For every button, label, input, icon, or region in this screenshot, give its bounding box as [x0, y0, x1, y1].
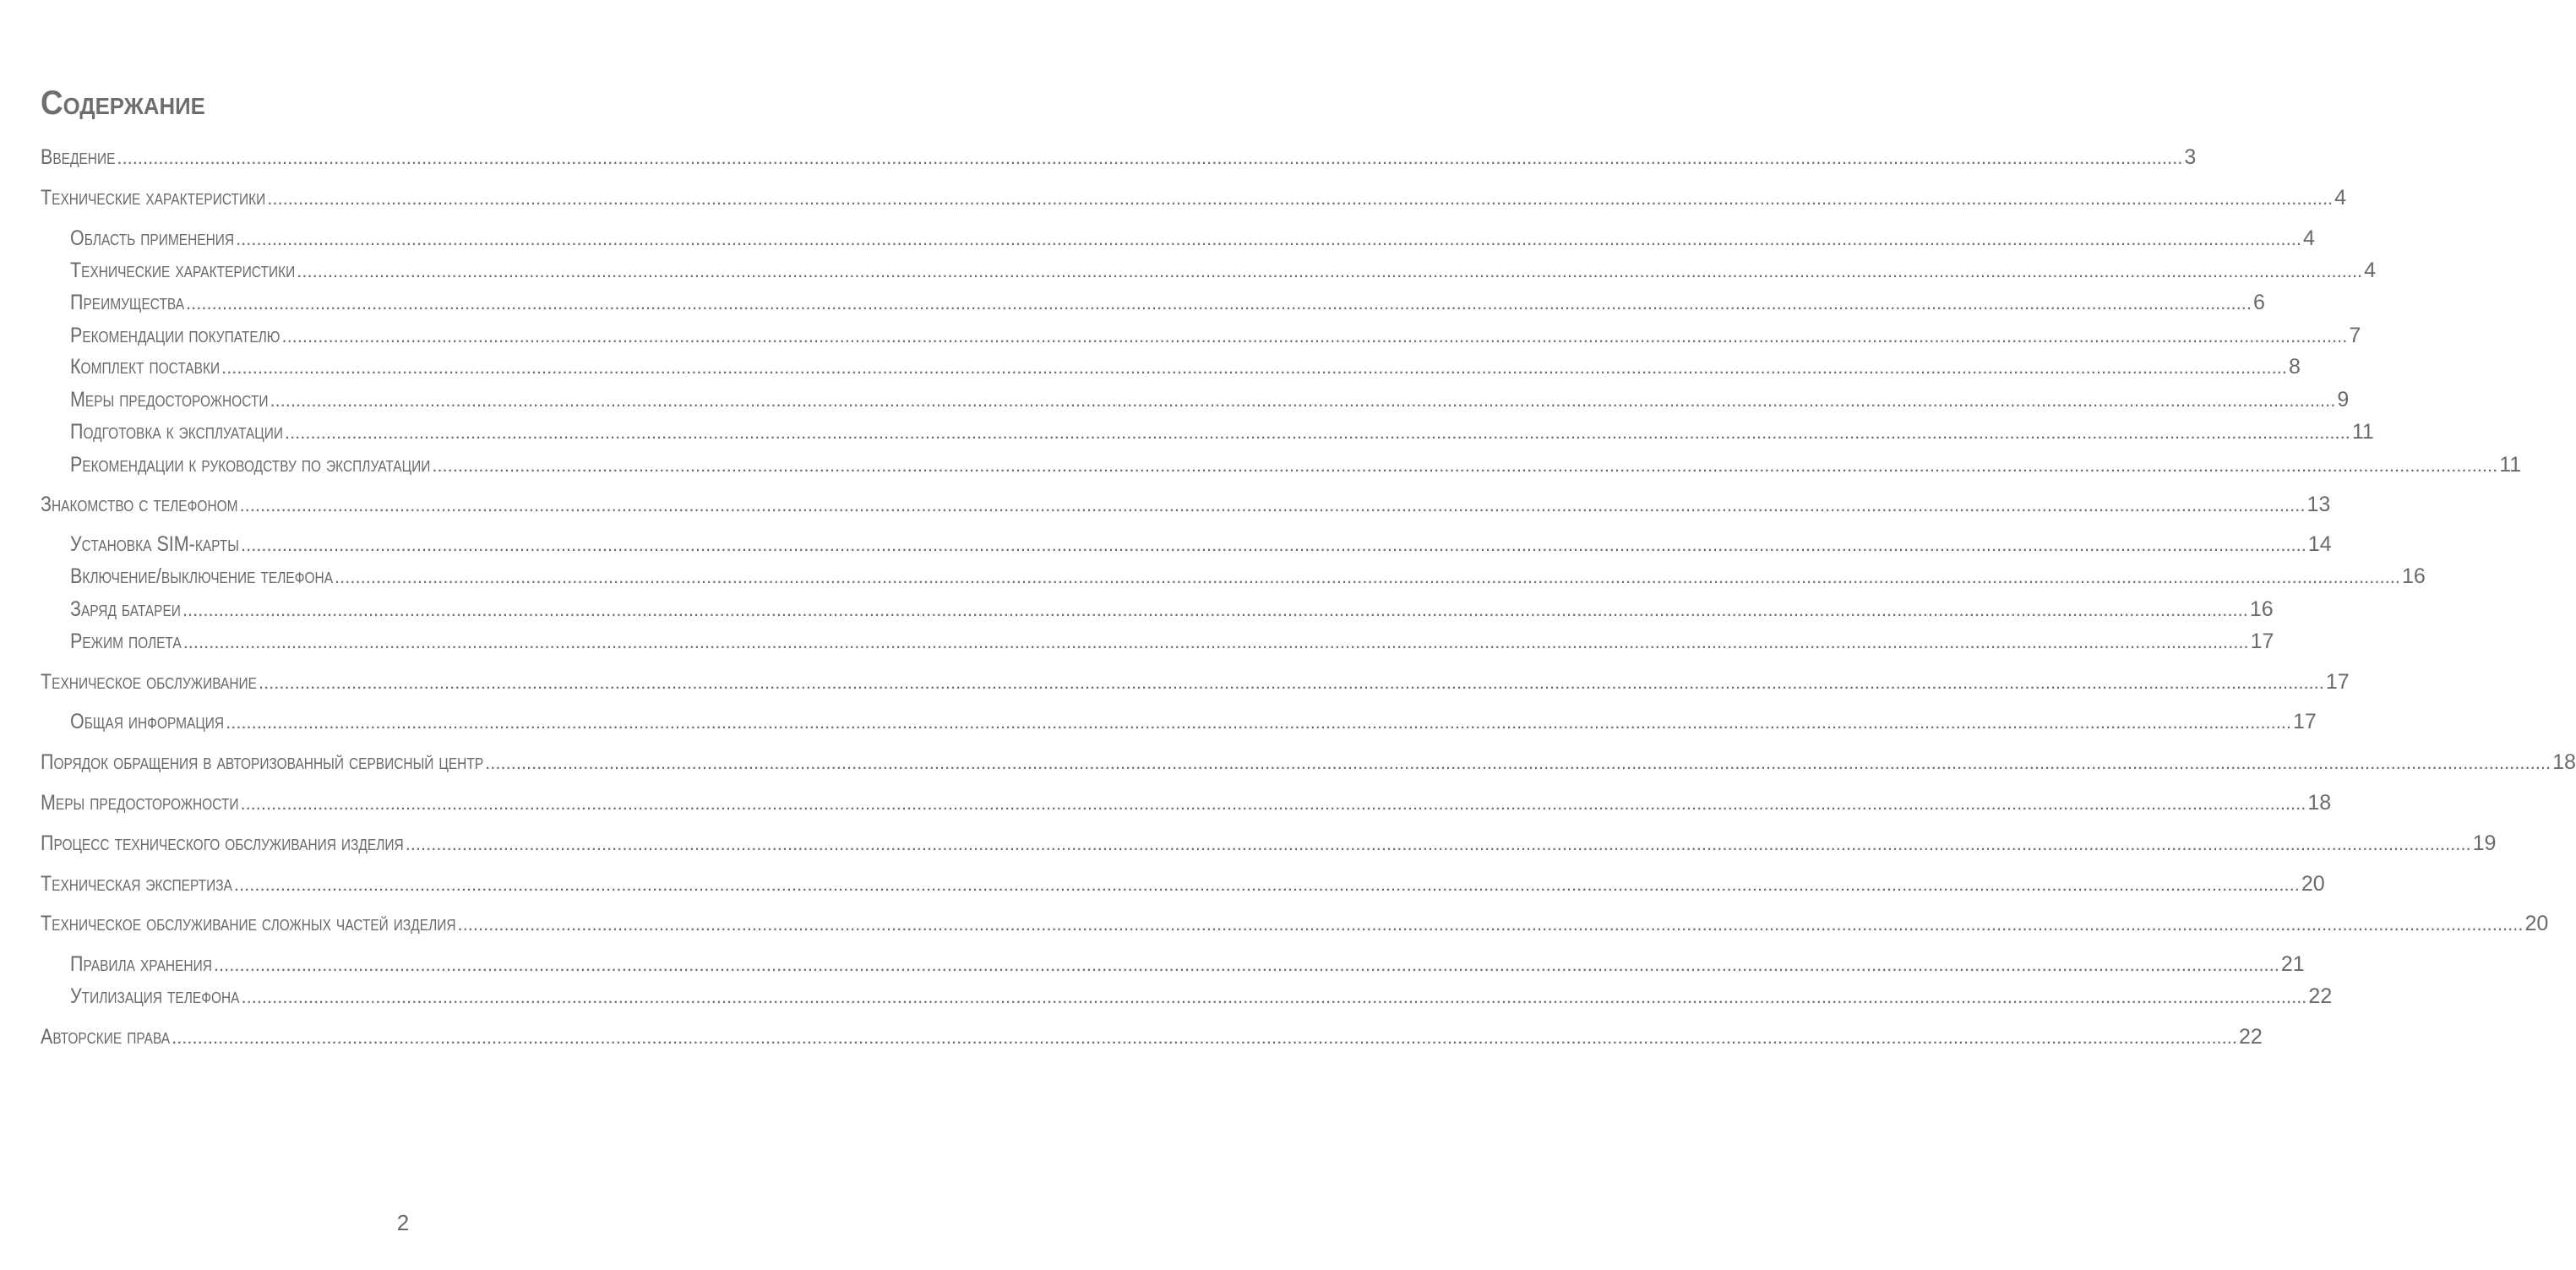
- page-number: 2: [396, 1210, 410, 1235]
- toc-entry[interactable]: [41, 491, 2331, 518]
- toc-dot-leader: ................................................................................................................................................................................................................................................................................................................................................................................................................: [226, 711, 2292, 733]
- toc-entry-page: 20: [2301, 872, 2325, 896]
- toc-dot-leader: ................................................................................................................................................................................................................................................................................................................................................................................................................: [233, 874, 2300, 895]
- page-title: Содержание: [41, 84, 205, 122]
- toc-entry-label: Утилизация телефона: [70, 984, 240, 1008]
- toc-entry-label: Область применения: [70, 226, 235, 250]
- toc-entry[interactable]: [70, 596, 2274, 623]
- toc-entry-label: Подготовка к эксплуатации: [70, 420, 283, 444]
- toc-entry-label: Техническое обслуживание: [41, 670, 257, 694]
- toc-dot-leader: ................................................................................................................................................................................................................................................................................................................................................................................................................: [239, 494, 2306, 515]
- toc-entry[interactable]: [41, 749, 2576, 776]
- toc-entry-label: Преимущества: [70, 291, 185, 314]
- toc-entry-page: 21: [2280, 952, 2305, 976]
- toc-entry-page: 19: [2472, 831, 2497, 855]
- toc-entry[interactable]: [41, 789, 2332, 816]
- toc-dot-leader: ................................................................................................................................................................................................................................................................................................................................................................................................................: [182, 599, 2248, 620]
- toc-entry[interactable]: [70, 289, 2265, 316]
- toc-entry-page: 22: [2239, 1025, 2263, 1049]
- toc-entry-page: 22: [2308, 984, 2333, 1008]
- toc-entry-label: Комплект поставки: [70, 355, 221, 379]
- toc-entry-label: Меры предосторожности: [41, 791, 239, 815]
- toc-entry[interactable]: [70, 322, 2361, 349]
- toc-entry-page: 17: [2325, 670, 2350, 694]
- toc-dot-leader: ................................................................................................................................................................................................................................................................................................................................................................................................................: [270, 390, 2336, 411]
- toc-entry-page: 9: [2337, 388, 2350, 412]
- toc-entry[interactable]: [41, 1023, 2263, 1050]
- toc-entry[interactable]: [70, 386, 2350, 413]
- toc-entry-label: Заряд батареи: [70, 597, 181, 621]
- toc-entry-page: 11: [2499, 453, 2522, 477]
- toc-entry-label: Знакомство с телефоном: [41, 493, 238, 516]
- toc-dot-leader: ................................................................................................................................................................................................................................................................................................................................................................................................................: [182, 631, 2249, 652]
- toc-entry-label: Рекомендации покупателю: [70, 324, 280, 347]
- toc-entry-label: Введение: [41, 145, 116, 169]
- toc-entry-page: 7: [2349, 324, 2361, 347]
- toc-entry[interactable]: [41, 870, 2325, 897]
- toc-entry-page: 6: [2252, 291, 2265, 314]
- toc-dot-leader: ................................................................................................................................................................................................................................................................................................................................................................................................................: [117, 147, 2183, 168]
- toc-entry[interactable]: [70, 451, 2522, 478]
- toc-dot-leader: ................................................................................................................................................................................................................................................................................................................................................................................................................: [221, 357, 2287, 378]
- toc-dot-leader: ................................................................................................................................................................................................................................................................................................................................................................................................................: [284, 422, 2350, 443]
- toc-entry[interactable]: [70, 225, 2315, 252]
- toc-dot-leader: ................................................................................................................................................................................................................................................................................................................................................................................................................: [281, 325, 2348, 346]
- toc-entry-label: Авторские права: [41, 1025, 171, 1049]
- toc-entry-label: Установка SIM-карты: [70, 532, 239, 556]
- toc-entry-page: 16: [2249, 597, 2274, 621]
- toc-dot-leader: ................................................................................................................................................................................................................................................................................................................................................................................................................: [241, 986, 2307, 1007]
- toc-entry[interactable]: [41, 144, 2197, 171]
- toc-entry[interactable]: [41, 910, 2549, 937]
- toc-entry-label: Техническое обслуживание сложных частей изделия: [41, 912, 456, 935]
- toc-entry-page: 4: [2364, 259, 2377, 282]
- toc-entry[interactable]: [41, 830, 2497, 857]
- toc-entry-page: 4: [2302, 226, 2315, 250]
- toc-entry-label: Техническая экспертиза: [41, 872, 232, 896]
- toc-dot-leader: ................................................................................................................................................................................................................................................................................................................................................................................................................: [405, 833, 2471, 854]
- toc-dot-leader: ................................................................................................................................................................................................................................................................................................................................................................................................................: [236, 228, 2301, 249]
- toc-entry-page: 3: [2184, 145, 2197, 169]
- toc-entry-label: Режим полета: [70, 630, 182, 653]
- toc-entry[interactable]: [70, 708, 2317, 735]
- toc-entry[interactable]: [70, 353, 2301, 380]
- toc-entry[interactable]: [70, 951, 2305, 978]
- toc-entry-page: 20: [2524, 912, 2549, 935]
- toc-entry-label: Включение/выключение телефона: [70, 564, 334, 588]
- toc-entry[interactable]: [70, 257, 2377, 284]
- toc-entry-page: 4: [2334, 186, 2347, 210]
- toc-entry-page: 16: [2401, 564, 2426, 588]
- toc-entry[interactable]: [41, 668, 2350, 695]
- toc-entry-page: 8: [2289, 355, 2301, 379]
- toc-entry[interactable]: [70, 563, 2426, 590]
- toc-dot-leader: ................................................................................................................................................................................................................................................................................................................................................................................................................: [172, 1027, 2237, 1048]
- toc-dot-leader: ................................................................................................................................................................................................................................................................................................................................................................................................................: [186, 292, 2252, 313]
- toc-dot-leader: ................................................................................................................................................................................................................................................................................................................................................................................................................: [258, 672, 2324, 693]
- toc-entry[interactable]: [41, 184, 2347, 211]
- toc-dot-leader: ................................................................................................................................................................................................................................................................................................................................................................................................................: [240, 793, 2306, 814]
- toc-entry-page: 14: [2307, 532, 2332, 556]
- toc-entry-label: Меры предосторожности: [70, 388, 269, 412]
- toc-entry[interactable]: [70, 983, 2333, 1010]
- toc-entry[interactable]: [70, 418, 2374, 445]
- toc-entry-label: Общая информация: [70, 710, 225, 733]
- toc-entry-label: Порядок обращения в авторизованный сервисный центр: [41, 750, 484, 774]
- toc-entry-page: 17: [2293, 710, 2317, 733]
- toc-dot-leader: ................................................................................................................................................................................................................................................................................................................................................................................................................: [213, 954, 2279, 975]
- toc-dot-leader: ................................................................................................................................................................................................................................................................................................................................................................................................................: [335, 566, 2400, 587]
- toc-entry[interactable]: [70, 628, 2274, 655]
- toc-entry-page: 18: [2552, 750, 2576, 774]
- toc-dot-leader: ................................................................................................................................................................................................................................................................................................................................................................................................................: [457, 913, 2524, 935]
- toc-entry-page: 17: [2250, 630, 2274, 653]
- toc-entry-label: Правила хранения: [70, 952, 212, 976]
- toc-entry-page: 18: [2307, 791, 2332, 815]
- toc-entry[interactable]: [70, 531, 2332, 558]
- toc-entry-label: Рекомендации к руководству по эксплуатации: [70, 453, 431, 477]
- toc-entry-label: Процесс технического обслуживания изделия: [41, 831, 404, 855]
- toc-entry-label: Технические характеристики: [70, 259, 296, 282]
- toc-dot-leader: ................................................................................................................................................................................................................................................................................................................................................................................................................: [485, 752, 2551, 773]
- toc-dot-leader: ................................................................................................................................................................................................................................................................................................................................................................................................................: [267, 188, 2334, 209]
- toc-entry-page: 13: [2306, 493, 2331, 516]
- toc-dot-leader: ................................................................................................................................................................................................................................................................................................................................................................................................................: [240, 534, 2306, 555]
- toc-dot-leader: ................................................................................................................................................................................................................................................................................................................................................................................................................: [297, 260, 2363, 281]
- toc-entry-page: 11: [2351, 420, 2374, 444]
- toc-dot-leader: ................................................................................................................................................................................................................................................................................................................................................................................................................: [432, 455, 2498, 476]
- toc-entry-label: Технические характеристики: [41, 186, 266, 210]
